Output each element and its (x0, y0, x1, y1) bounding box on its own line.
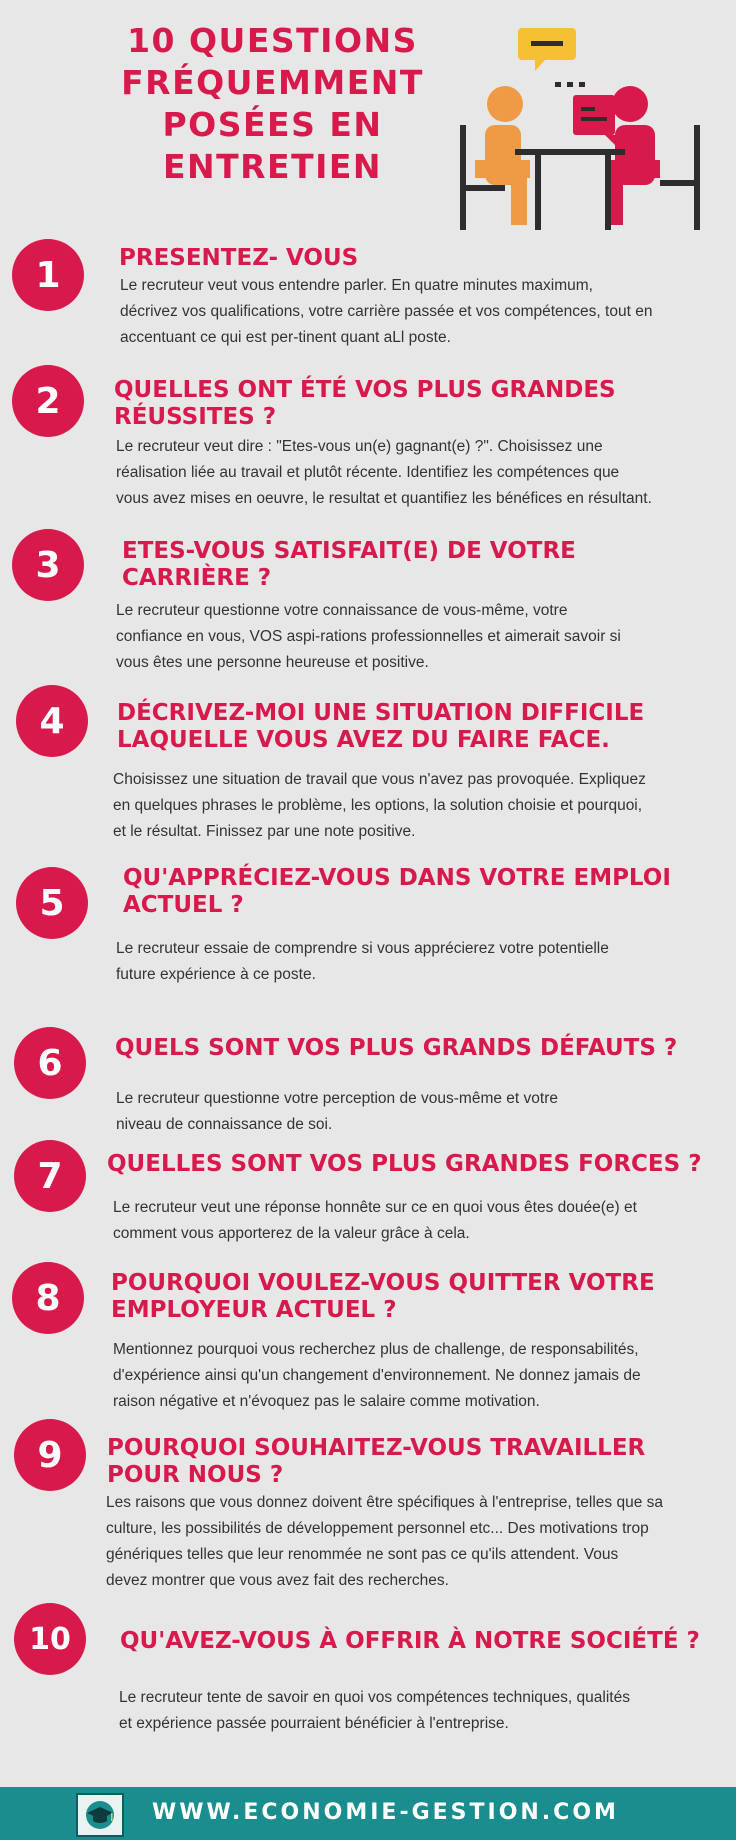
question-line: QU'APPRÉCIEZ-VOUS DANS VOTRE EMPLOI (123, 865, 671, 891)
question-line: QUELLES ONT ÉTÉ VOS PLUS GRANDES (114, 377, 616, 403)
number-badge: 10 (14, 1603, 86, 1675)
graduation-cap-icon (83, 1800, 117, 1830)
title-line: POSÉES EN (162, 105, 383, 144)
answer-line: devez montrer que vous avez fait des recherches. (106, 1572, 449, 1589)
answer-line: Le recruteur essaie de comprendre si vous apprécierez votre potentielle (116, 940, 609, 957)
interview-illustration (455, 25, 705, 240)
answer-text (113, 767, 646, 845)
answer-line: niveau de connaissance de soi. (116, 1116, 333, 1133)
answer-text (113, 1337, 641, 1415)
question-line: PRESENTEZ- VOUS (119, 245, 359, 271)
answer-text (120, 273, 652, 351)
answer-line: et expérience passée pourraient bénéficier à l'entreprise. (119, 1715, 509, 1732)
speech-bubble-icon (518, 28, 576, 71)
answer-text (116, 598, 621, 676)
question-title (122, 538, 576, 592)
question-line: POURQUOI SOUHAITEZ-VOUS TRAVAILLER (107, 1435, 646, 1461)
answer-line: et le résultat. Finissez par une note positive. (113, 823, 416, 840)
answer-text (116, 1086, 558, 1138)
answer-line: Le recruteur tente de savoir en quoi vos compétences techniques, qualités (119, 1689, 630, 1706)
title-line: FRÉQUEMMENT (121, 63, 424, 102)
answer-text (106, 1490, 663, 1594)
person-orange-icon (475, 86, 530, 225)
question-title (111, 1270, 655, 1324)
question-title (114, 377, 616, 431)
answer-line: décrivez vos qualifications, votre carrière passée et vos compétences, tout en (120, 303, 653, 320)
question-line: EMPLOYEUR ACTUEL ? (111, 1297, 397, 1323)
question-line: QUELS SONT VOS PLUS GRANDS DÉFAUTS ? (115, 1035, 678, 1061)
question-line: ACTUEL ? (123, 892, 244, 918)
answer-line: vous avez mises en oeuvre, le resultat et quantifiez les bénéfices en résultant. (116, 490, 652, 507)
answer-line: future expérience à ce poste. (116, 966, 316, 983)
answer-text (119, 1685, 630, 1737)
answer-line: raison négative et n'évoquez pas le salaire comme motivation. (113, 1393, 540, 1410)
number-badge: 5 (16, 867, 88, 939)
site-logo[interactable] (76, 1793, 124, 1837)
number-badge: 9 (14, 1419, 86, 1491)
question-line: LAQUELLE VOUS AVEZ DU FAIRE FACE. (117, 727, 610, 753)
question-line: POURQUOI VOULEZ-VOUS QUITTER VOTRE (111, 1270, 655, 1296)
page-title (110, 20, 435, 188)
answer-line: comment vous apporterez de la valeur grâce à cela. (113, 1225, 470, 1242)
number-badge: 7 (14, 1140, 86, 1212)
answer-line: Le recruteur questionne votre connaissance de vous-même, votre (116, 602, 568, 619)
answer-line: confiance en vous, VOS aspi-rations professionnelles et aimerait savoir si (116, 628, 621, 645)
question-line: QUELLES SONT VOS PLUS GRANDES FORCES ? (107, 1151, 702, 1177)
number-badge: 3 (12, 529, 84, 601)
answer-line: Le recruteur veut dire : "Etes-vous un(e) gagnant(e) ?". Choisissez une (116, 438, 603, 455)
message-icon (573, 95, 617, 147)
answer-line: d'expérience ainsi qu'un changement d'environnement. Ne donnez jamais de (113, 1367, 641, 1384)
question-line: DÉCRIVEZ-MOI UNE SITUATION DIFFICILE (117, 700, 645, 726)
answer-line: culture, les possibilités de développement personnel etc... Des motivations trop (106, 1520, 649, 1537)
number-badge: 8 (12, 1262, 84, 1334)
website-link[interactable]: WWW.ECONOMIE-GESTION.COM (152, 1800, 619, 1825)
answer-line: Les raisons que vous donnez doivent être spécifiques à l'entreprise, telles que sa (106, 1494, 663, 1511)
question-title (117, 700, 644, 754)
question-title (120, 1628, 700, 1655)
question-title (115, 1035, 677, 1062)
answer-line: Choisissez une situation de travail que vous n'avez pas provoquée. Expliquez (113, 771, 646, 788)
number-badge: 2 (12, 365, 84, 437)
question-title (123, 865, 671, 919)
answer-line: génériques telles que leur renommée ne sont pas ce qu'ils attendent. Vous (106, 1546, 619, 1563)
question-title (107, 1435, 645, 1489)
answer-line: réalisation liée au travail et plutôt récente. Identifiez les compétences que (116, 464, 620, 481)
question-line: RÉUSSITES ? (114, 404, 277, 430)
question-line: ETES-VOUS SATISFAIT(E) DE VOTRE (122, 538, 576, 564)
answer-line: Le recruteur veut une réponse honnête sur ce en quoi vous êtes douée(e) et (113, 1199, 637, 1216)
answer-text (113, 1195, 637, 1247)
answer-line: vous êtes une personne heureuse et positive. (116, 654, 429, 671)
answer-line: Le recruteur veut vous entendre parler. En quatre minutes maximum, (120, 277, 593, 294)
number-badge: 1 (12, 239, 84, 311)
answer-line: accentuant ce qui est per-tinent quant aLl poste. (120, 329, 451, 346)
typing-dots-icon (555, 82, 585, 87)
question-line: POUR NOUS ? (107, 1462, 284, 1488)
question-line: CARRIÈRE ? (122, 565, 272, 591)
answer-text (116, 434, 652, 512)
answer-line: Mentionnez pourquoi vous recherchez plus de challenge, de responsabilités, (113, 1341, 639, 1358)
title-line: ENTRETIEN (162, 147, 383, 186)
question-title (107, 1151, 702, 1178)
answer-line: en quelques phrases le problème, les options, la solution choisie et pourquoi, (113, 797, 643, 814)
number-badge: 4 (16, 685, 88, 757)
question-title (119, 245, 358, 272)
title-line: 10 QUESTIONS (127, 21, 418, 60)
footer-banner (0, 1787, 736, 1840)
answer-line: Le recruteur questionne votre perception de vous-même et votre (116, 1090, 558, 1107)
number-badge: 6 (14, 1027, 86, 1099)
answer-text (116, 936, 609, 988)
question-line: QU'AVEZ-VOUS À OFFRIR À NOTRE SOCIÉTÉ ? (120, 1628, 700, 1654)
